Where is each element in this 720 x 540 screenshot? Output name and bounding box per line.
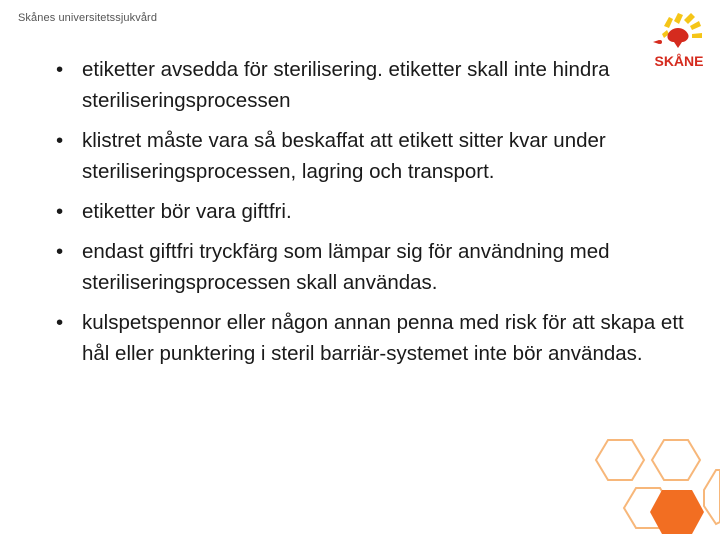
bullet-text: kulspetspennor eller någon annan penna med risk för att skapa ett hål eller punktering i steril barriär-systemet inte bör användas. [82,311,684,365]
organization-label: Skånes universitetssjukvård [18,12,158,24]
bullet-marker: • [56,240,64,263]
bullet-item [56,236,696,298]
bullet-text: endast giftfri tryckfärg som lämpar sig för användning med steriliseringsprocessen skall användas. [82,240,610,294]
bullet-item [56,307,696,369]
svg-text:SKÅNE: SKÅNE [654,53,704,69]
bullet-list [56,54,696,378]
bullet-marker: • [56,200,64,223]
bullet-marker: • [56,58,64,81]
bullet-item [56,196,696,227]
bullet-marker: • [56,311,64,334]
bullet-marker: • [56,129,64,152]
bullet-text: klistret måste vara så beskaffat att etikett sitter kvar under steriliseringsprocessen, lagring och transport. [82,129,606,183]
bullet-text: etiketter avsedda för sterilisering. etiketter skall inte hindra steriliseringsprocessen [82,58,610,112]
hexagon-pattern-icon [586,432,720,540]
bullet-item [56,125,696,187]
bullet-text: etiketter bör vara giftfri. [82,200,292,223]
bullet-item [56,54,696,116]
